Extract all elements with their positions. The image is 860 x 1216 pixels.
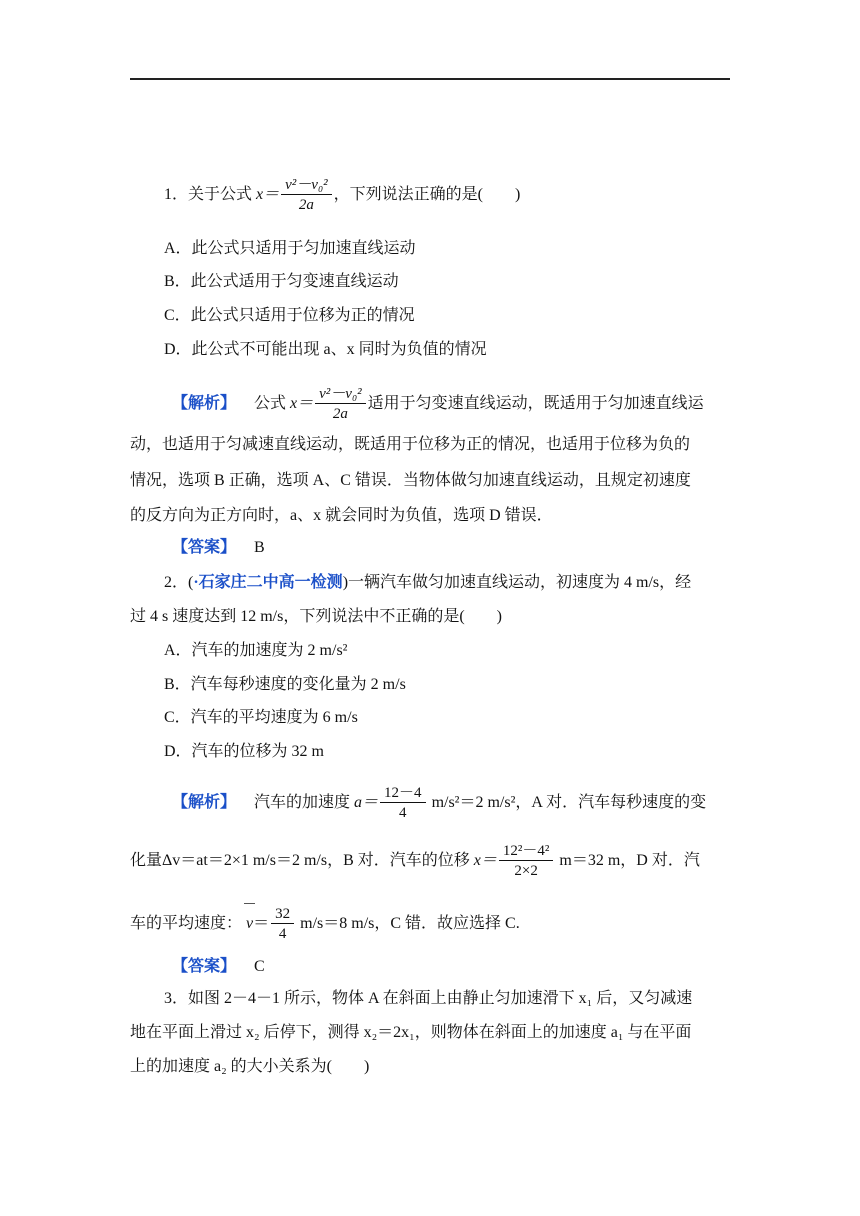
- q1-analysis-tag: 【解析】: [172, 395, 237, 413]
- q2-a1-fraction: [380, 784, 426, 823]
- q2-analysis-line3: [130, 905, 520, 944]
- q3-line2: 地在平面上滑过 x₂ 后停下，测得 x₂＝2x₁，则物体在斜面上的加速度 a₁ 与在平面: [130, 1024, 692, 1041]
- q1-analysis-numerator: v²－v₀²: [319, 386, 362, 402]
- q1-option-b: B．此公式适用于匀变速直线运动: [164, 273, 399, 290]
- q1-stem: [164, 176, 520, 215]
- q2-a2-fraction: [499, 842, 554, 881]
- q1-stem-text: 1．关于公式: [164, 186, 253, 204]
- q2-number: 2．(: [164, 574, 194, 591]
- q2-a2-denominator: 2×2: [514, 863, 538, 879]
- q3-line3: 上的加速度 a₂ 的大小关系为( ): [130, 1058, 370, 1075]
- q2-a2-post: m＝32 m，D 对．汽: [559, 852, 700, 870]
- q1-analysis-formula-lhs: x＝: [290, 395, 314, 413]
- q1-formula-numerator: v²－v₀²: [285, 177, 328, 193]
- q2-a2-pre: 化量Δv＝at＝2×1 m/s＝2 m/s，B 对．汽车的位移: [130, 852, 470, 870]
- q1-option-d: D．此公式不可能出现 a、x 同时为负值的情况: [164, 341, 487, 358]
- q2-option-c: C．汽车的平均速度为 6 m/s: [164, 709, 358, 726]
- q1-option-c: C．此公式只适用于位移为正的情况: [164, 307, 415, 324]
- q2-a3-pre: 车的平均速度：: [130, 915, 243, 933]
- q2-a1-denominator: 4: [399, 805, 407, 821]
- q1-answer: [172, 537, 265, 559]
- q2-a1-lhs: a＝: [354, 794, 379, 812]
- q2-analysis-tag: 【解析】: [172, 794, 237, 812]
- q2-a2-lhs: x＝: [473, 852, 497, 870]
- q1-option-a: A．此公式只适用于匀加速直线运动: [164, 240, 416, 257]
- q2-analysis-pre: 汽车的加速度: [254, 794, 351, 812]
- q3-line1: 3．如图 2－4－1 所示，物体 A 在斜面上由静止匀加速滑下 x₁ 后，又匀减速: [164, 990, 693, 1007]
- header-rule: [130, 78, 730, 80]
- q2-option-a: A．汽车的加速度为 2 m/s²: [164, 642, 348, 659]
- q1-formula-denominator: 2a: [298, 197, 314, 213]
- q2-a2-numerator: 12²－4²: [502, 843, 550, 859]
- q2-source: ·石家庄二中高一检测: [193, 574, 343, 591]
- q2-a1-numerator: 12－4: [384, 785, 422, 801]
- q1-formula-fraction: [281, 176, 332, 215]
- q2-a1-post: m/s²＝2 m/s²，A 对．汽车每秒速度的变: [431, 794, 707, 812]
- q2-stem-line1: [164, 572, 691, 594]
- q1-analysis-line3: 情况，选项 B 正确，选项 A、C 错误．当物体做匀加速直线运动，且规定初速度: [130, 472, 691, 489]
- q1-answer-tag: 【答案】: [172, 539, 237, 556]
- q1-analysis-line2: 动，也适用于匀减速直线运动，既适用于位移为正的情况，也适用于位移为负的: [130, 436, 691, 453]
- q2-option-b: B．汽车每秒速度的变化量为 2 m/s: [164, 676, 406, 693]
- q2-answer-tag: 【答案】: [172, 958, 237, 975]
- q1-analysis-line1: [172, 385, 704, 424]
- q2-analysis-line1: [172, 784, 706, 823]
- q1-analysis-denominator: 2a: [332, 406, 348, 422]
- q2-a3-mean-velocity: v: [246, 913, 253, 935]
- q2-stem-text: )一辆汽车做匀加速直线运动，初速度为 4 m/s，经: [342, 574, 692, 591]
- q2-option-d: D．汽车的位移为 32 m: [164, 743, 325, 760]
- q1-formula-lhs: x＝: [256, 186, 280, 204]
- q1-stem-tail: ，下列说法正确的是( ): [333, 186, 521, 204]
- q1-analysis-line4: 的反方向为正方向时，a、x 就会同时为负值，选项 D 错误．: [130, 507, 553, 524]
- q2-a3-equals: ＝: [253, 915, 270, 933]
- q2-a3-numerator: 32: [275, 906, 291, 922]
- q2-analysis-line2: [130, 842, 700, 881]
- q2-answer-value: C: [254, 958, 265, 975]
- q2-a3-denominator: 4: [278, 926, 287, 942]
- q2-answer: [172, 956, 265, 978]
- q1-answer-value: B: [254, 539, 265, 556]
- q1-analysis-after-formula: 适用于匀变速直线运动，既适用于匀加速直线运: [367, 395, 704, 413]
- q2-stem-line2: 过 4 s 速度达到 12 m/s，下列说法中不正确的是( ): [130, 608, 503, 625]
- q1-analysis-formula-fraction: [315, 385, 366, 424]
- q1-analysis-pre: 公式: [254, 395, 287, 413]
- q2-a3-fraction: [271, 905, 294, 944]
- q2-a3-post: m/s＝8 m/s，C 错．故应选择 C.: [300, 915, 520, 933]
